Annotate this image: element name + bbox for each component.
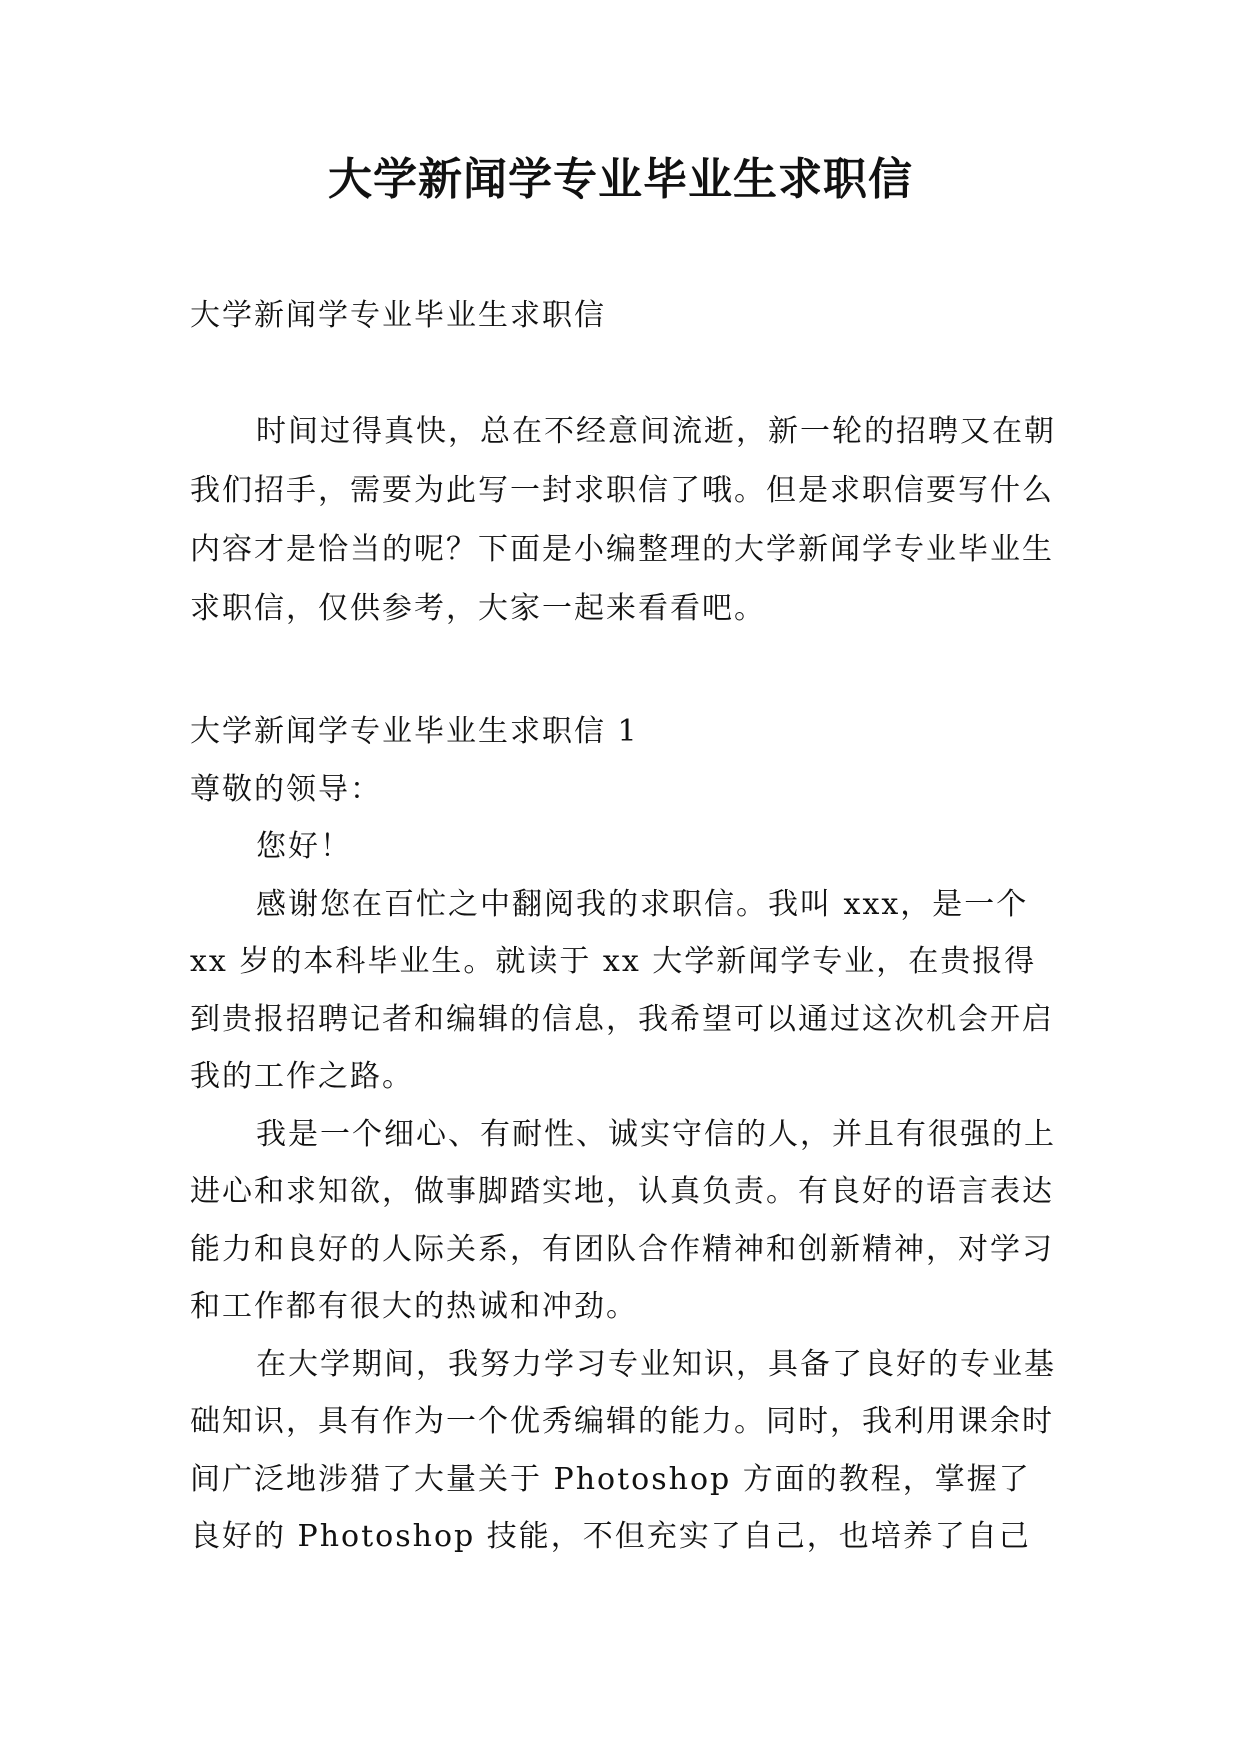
letter-paragraph: 在大学期间，我努力学习专业知识，具备了良好的专业基础知识，具有作为一个优秀编辑的能力。同时，我利用课余时间广泛地涉猎了大量关于 Photoshop 方面的教程，掌握了良好的 Photoshop 技能，不但充实了自己，也培养了自己 <box>190 1346 1056 1554</box>
letter-paragraph: 我是一个细心、有耐性、诚实守信的人，并且有很强的上进心和求知欲，做事脚踏实地，认真负责。有良好的语言表达能力和良好的人际关系，有团队合作精神和创新精神，对学习和工作都有很大的热诚和冲劲。 <box>190 1116 1056 1324</box>
letter-body <box>190 703 1060 1566</box>
greeting: 您好！ <box>256 829 352 864</box>
intro-paragraph: 时间过得真快，总在不经意间流逝，新一轮的招聘又在朝我们招手，需要为此写一封求职信了哦。但是求职信要写什么内容才是恰当的呢？下面是小编整理的大学新闻学专业毕业生求职信，仅供参考，大家一起来看看吧。 <box>190 414 1056 626</box>
document-subtitle: 大学新闻学专业毕业生求职信 <box>190 298 606 333</box>
letter-paragraph: 感谢您在百忙之中翻阅我的求职信。我叫 xxx，是一个 xx 岁的本科毕业生。就读于 xx 大学新闻学专业，在贵报得到贵报招聘记者和编辑的信息，我希望可以通过这次机会开启我的工作之路。 <box>190 886 1054 1094</box>
salutation: 尊敬的领导： <box>190 771 382 807</box>
letter-heading: 大学新闻学专业毕业生求职信 1 <box>190 714 639 749</box>
document-title: 大学新闻学专业毕业生求职信 <box>328 154 913 205</box>
